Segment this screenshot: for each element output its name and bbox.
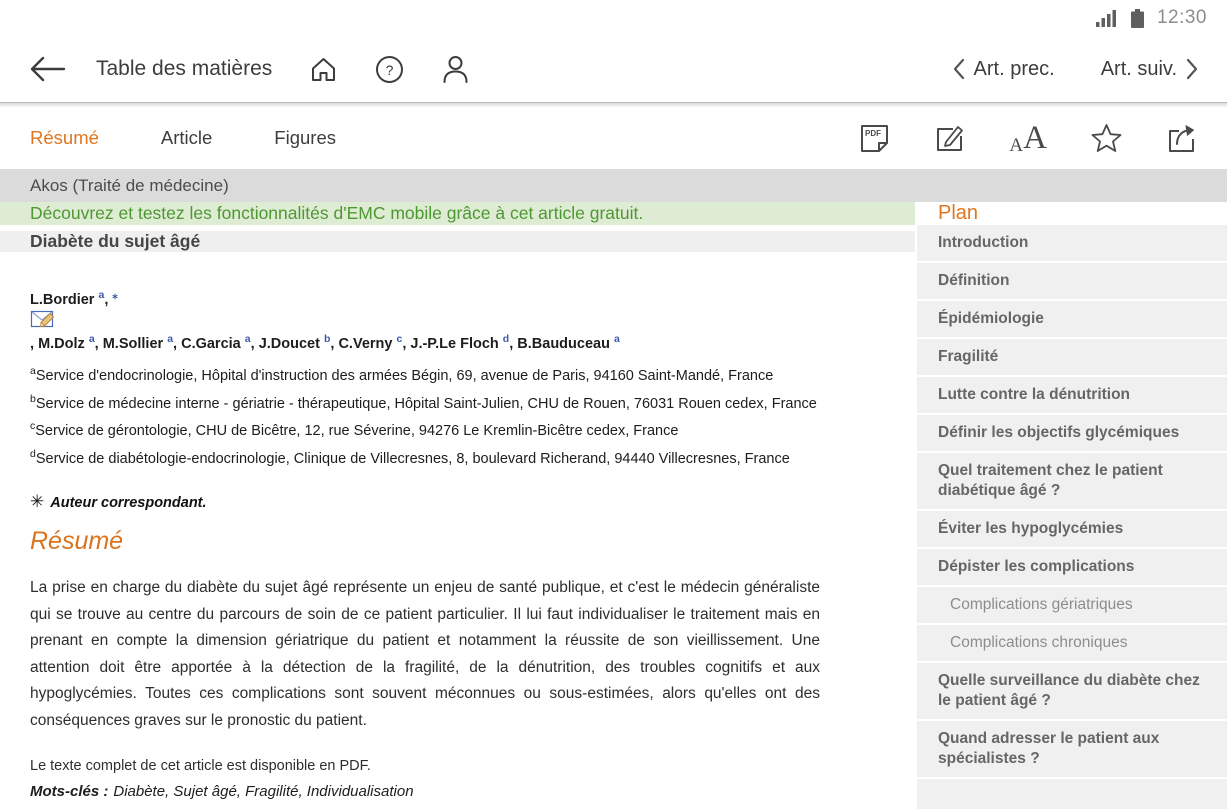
- plan-item[interactable]: Quel traitement chez le patient diabétique âgé ?: [917, 453, 1227, 509]
- author: B.Bauduceau: [517, 335, 610, 352]
- battery-icon: [1131, 9, 1144, 28]
- next-article-button[interactable]: Art. suiv.: [1101, 58, 1199, 81]
- plan-item[interactable]: Quelle surveillance du diabète chez le patient âgé ?: [917, 663, 1227, 719]
- affiliation-ref: d: [502, 332, 510, 345]
- plan-item[interactable]: Complications gériatriques: [917, 587, 1227, 623]
- home-icon[interactable]: [310, 56, 337, 83]
- affiliation-ref: a: [244, 332, 251, 345]
- author: M.Sollier: [102, 335, 164, 352]
- affiliation-ref: b: [323, 332, 331, 345]
- affiliation-ref: a: [613, 332, 620, 345]
- plan-sidebar: [915, 202, 1227, 800]
- tab-bar: [0, 107, 1227, 169]
- plan-item[interactable]: Quand adresser le patient aux spécialistes ?: [917, 721, 1227, 777]
- nav-bar: [0, 36, 1227, 102]
- affiliation: $^b$Service de médecine interne - gériatrie - thérapeutique, Hôpital Saint-Julien, CHU de Rouen, 76031 Rouen cedex, France: [30, 392, 817, 412]
- svg-text:?: ?: [385, 61, 394, 78]
- plan-list: [915, 225, 1227, 809]
- asterisk-icon: ✳: [30, 492, 45, 511]
- affiliation-ref: c: [396, 332, 403, 345]
- author: J.-P.Le Floch: [410, 335, 499, 352]
- status-bar: [0, 0, 1227, 36]
- previous-article-button[interactable]: Art. prec.: [952, 58, 1055, 81]
- svg-text:PDF: PDF: [865, 128, 882, 138]
- author: C.Garcia: [181, 335, 241, 352]
- abstract-text: La prise en charge du diabète du sujet âgé représente un enjeu de santé publique, et c'est le médecin généraliste qui se trouve au centre du parcours de soin de ce patient particulier. Il lui faut individualiser le traitement mais en prenant en compte la dimension gériatrique du patient et notamment la réussite de son vieillissement. Une attention doit être apportée à la détection de la fragilité, de la dénutrition, des troubles cognitifs et aux hypoglycémies. Toutes ces complications sont souvent méconnues ou sous-estimées, alors qu'elles ont des conséquences graves sur le pronostic du patient.: [30, 579, 820, 729]
- affiliation: $^c$Service de gérontologie, CHU de Bicêtre, 12, rue Séverine, 94276 Le Kremlin-Bicêtre cedex, France: [30, 420, 679, 440]
- chevron-left-icon: [952, 58, 965, 80]
- back-arrow-icon[interactable]: [28, 55, 66, 83]
- author: L.Bordier: [30, 291, 95, 308]
- share-icon[interactable]: [1166, 123, 1197, 154]
- author: M.Dolz: [38, 335, 85, 352]
- help-icon[interactable]: [375, 55, 404, 84]
- tab-resume[interactable]: Résumé: [30, 127, 99, 148]
- abstract-heading: Résumé: [30, 527, 124, 555]
- author: J.Doucet: [258, 335, 320, 352]
- corresponding-mark: ⁎: [112, 289, 118, 302]
- annotate-icon[interactable]: [934, 123, 965, 154]
- pdf-availability-note: Le texte complet de cet article est disponible en PDF.: [30, 758, 371, 774]
- plan-item[interactable]: Définition: [917, 263, 1227, 299]
- tab-figures[interactable]: Figures: [274, 127, 336, 148]
- breadcrumb: Akos (Traité de médecine): [0, 169, 1227, 202]
- plan-item[interactable]: Épidémiologie: [917, 301, 1227, 337]
- account-icon[interactable]: [442, 55, 469, 84]
- plan-item[interactable]: Fragilité: [917, 339, 1227, 375]
- plan-item[interactable]: Éviter les hypoglycémies: [917, 511, 1227, 547]
- plan-item[interactable]: Lutte contre la dénutrition: [917, 377, 1227, 413]
- affiliation-ref: a: [98, 289, 105, 302]
- keywords: Mots-clés : Diabète, Sujet âgé, Fragilité, Individualisation: [30, 783, 414, 800]
- plan-item[interactable]: Définir les objectifs glycémiques: [917, 415, 1227, 451]
- promo-banner: Découvrez et testez les fonctionnalités d'EMC mobile grâce à cet article gratuit.: [0, 202, 915, 225]
- affiliations: [30, 360, 855, 471]
- article-abstract-panel: [0, 252, 915, 800]
- authors-line: L.Bordier $^a$, ⁎ , M.Dolz $^a$, M.Sollier $^a$, C.Garcia $^a$, J.Doucet $^b$, C.Verny $^c$, J.-P.Le Floch $^d$, B.Bauduceau $^a$: [30, 289, 620, 352]
- affiliation-ref: a: [167, 332, 174, 345]
- plan-item[interactable]: Dépister les complications: [917, 549, 1227, 585]
- affiliation-ref: a: [88, 332, 95, 345]
- chevron-right-icon: [1186, 58, 1199, 80]
- signal-icon: [1096, 10, 1118, 27]
- affiliation: $^d$Service de diabétologie-endocrinologie, Clinique de Villecresnes, 8, boulevard Richerand, 94440 Villecresnes, France: [30, 448, 790, 467]
- pdf-icon[interactable]: [859, 123, 890, 154]
- favorite-icon[interactable]: [1091, 123, 1122, 153]
- plan-list-filler: [917, 779, 1227, 809]
- plan-header: Plan: [915, 202, 1227, 225]
- font-size-icon[interactable]: A A: [1009, 119, 1047, 156]
- author: C.Verny: [338, 335, 393, 352]
- corresponding-author-note: ✳ Auteur correspondant.: [30, 492, 207, 511]
- affiliation: $^a$Service d'endocrinologie, Hôpital d'instruction des armées Bégin, 69, avenue de Paris, 94160 Saint-Mandé, France: [30, 364, 774, 384]
- correspondence-mail-icon[interactable]: [31, 311, 55, 328]
- article-title: Diabète du sujet âgé: [0, 231, 915, 252]
- plan-item[interactable]: Introduction: [917, 225, 1227, 261]
- clock: 12:30: [1156, 7, 1207, 28]
- tab-article[interactable]: Article: [160, 127, 213, 148]
- page-title: Table des matières: [96, 57, 273, 80]
- plan-item[interactable]: Complications chroniques: [917, 625, 1227, 661]
